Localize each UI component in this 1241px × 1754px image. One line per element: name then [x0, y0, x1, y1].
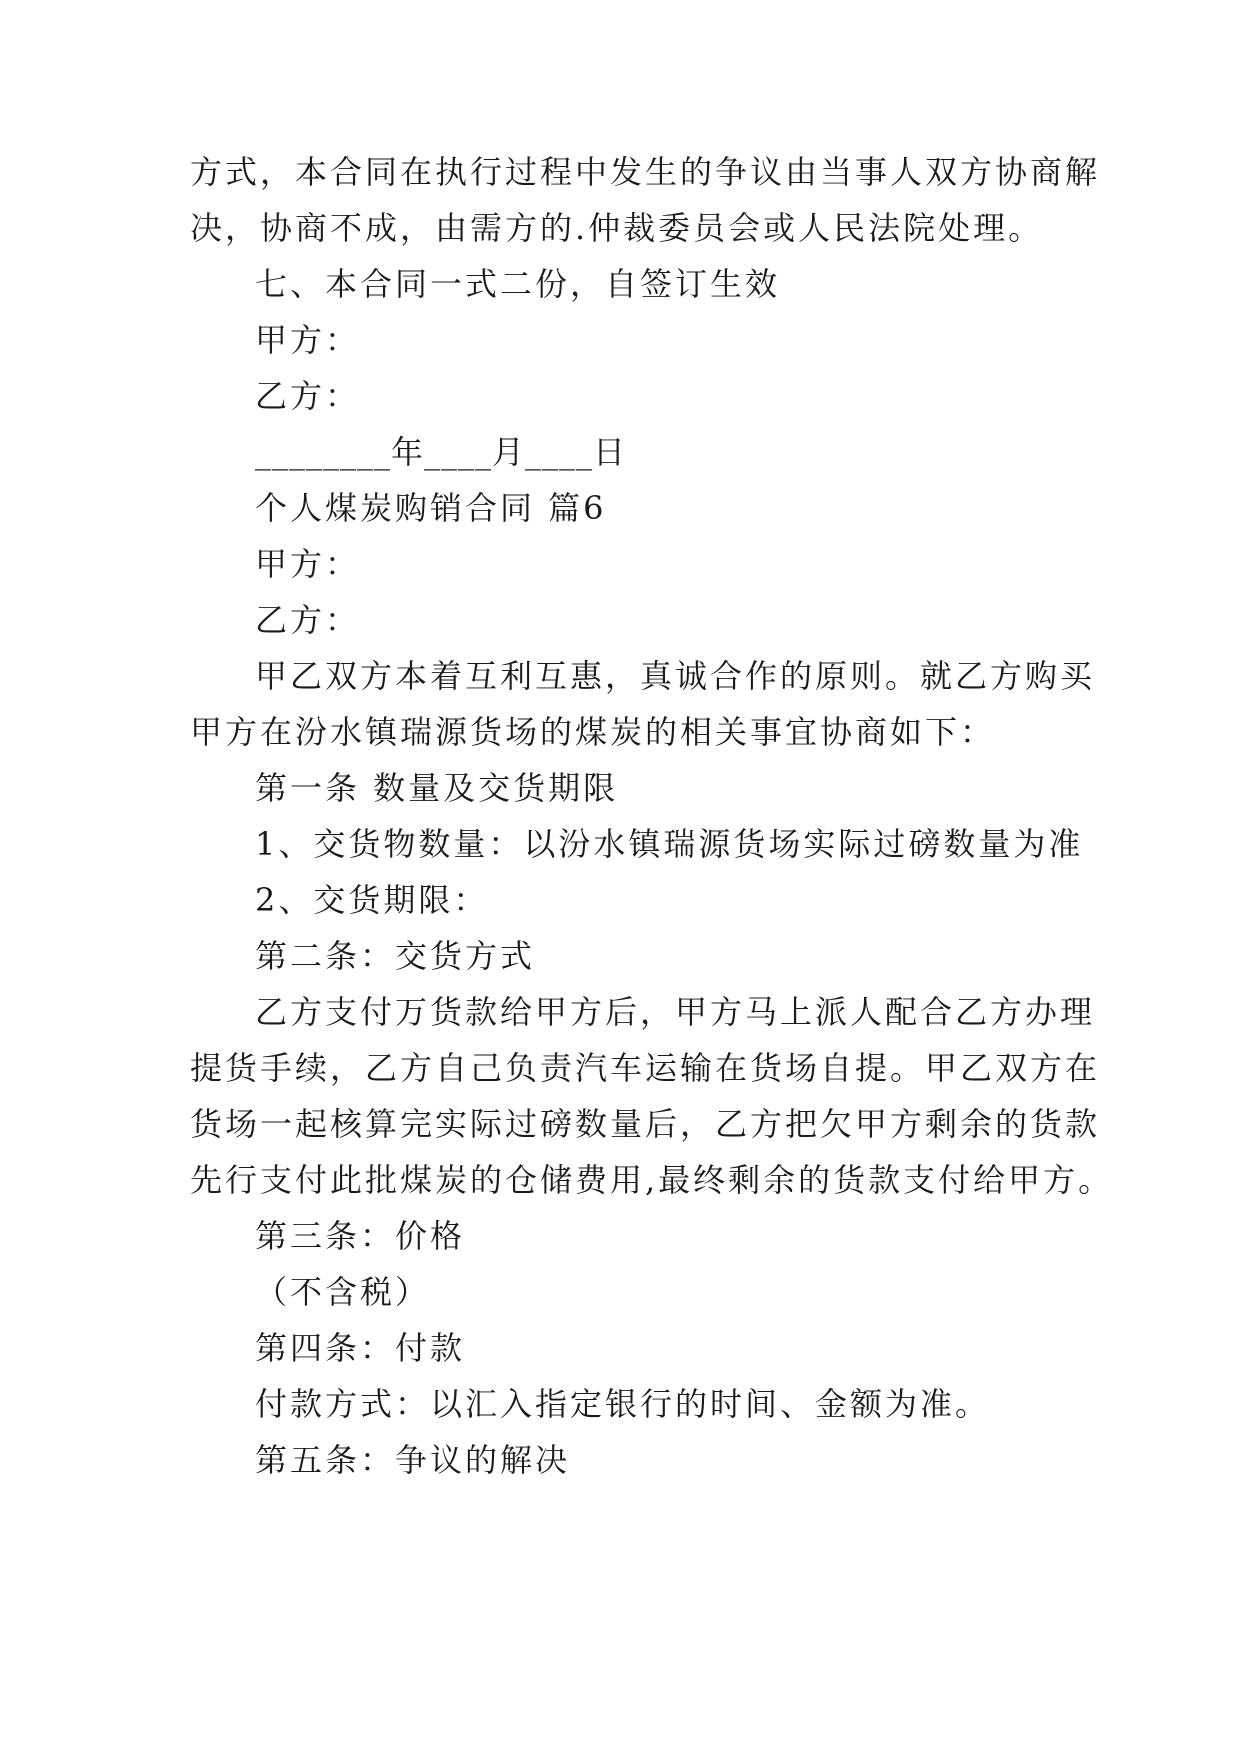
party-b-label: 乙方： [255, 601, 361, 639]
list-item: 1、交货物数量：以汾水镇瑞源货场实际过磅数量为准 [255, 825, 1084, 863]
article-heading: 第三条：价格 [255, 1217, 466, 1255]
article-heading: 第五条：争议的解决 [255, 1441, 571, 1479]
paragraph-line: 先行支付此批煤炭的仓储费用,最终剩余的货款支付给甲方。 [190, 1161, 1114, 1199]
party-a-label: 甲方： [255, 545, 361, 583]
article-heading: 第一条 数量及交货期限 [255, 769, 619, 807]
signature-party-a-label: 甲方： [255, 321, 361, 359]
article-heading: 第二条：交货方式 [255, 937, 536, 975]
paragraph-line: 七、本合同一式二份，自签订生效 [255, 265, 781, 303]
section-heading: 个人煤炭购销合同 篇6 [255, 489, 607, 527]
price-note: （不含税） [255, 1273, 431, 1311]
paragraph-line: 提货手续，乙方自己负责汽车运输在货场自提。甲乙双方在 [190, 1049, 1101, 1087]
paragraph-line: 乙方支付万货款给甲方后，甲方马上派人配合乙方办理 [255, 993, 1096, 1031]
paragraph-line: 决，协商不成，由需方的.仲裁委员会或人民法院处理。 [190, 209, 1044, 247]
paragraph-line: 货场一起核算完实际过磅数量后，乙方把欠甲方剩余的货款 [190, 1105, 1101, 1143]
signature-party-b-label: 乙方： [255, 377, 361, 415]
paragraph-line: 甲乙双方本着互利互惠，真诚合作的原则。就乙方购买 [255, 657, 1096, 695]
article-heading: 第四条：付款 [255, 1329, 466, 1367]
paragraph-line: 方式，本合同在执行过程中发生的争议由当事人双方协商解 [190, 153, 1101, 191]
date-blank-line: ________年____月____日 [255, 433, 627, 471]
paragraph-line: 甲方在汾水镇瑞源货场的煤炭的相关事宜协商如下： [190, 713, 996, 751]
list-item: 2、交货期限： [255, 881, 489, 919]
paragraph-line: 付款方式：以汇入指定银行的时间、金额为准。 [255, 1385, 991, 1423]
